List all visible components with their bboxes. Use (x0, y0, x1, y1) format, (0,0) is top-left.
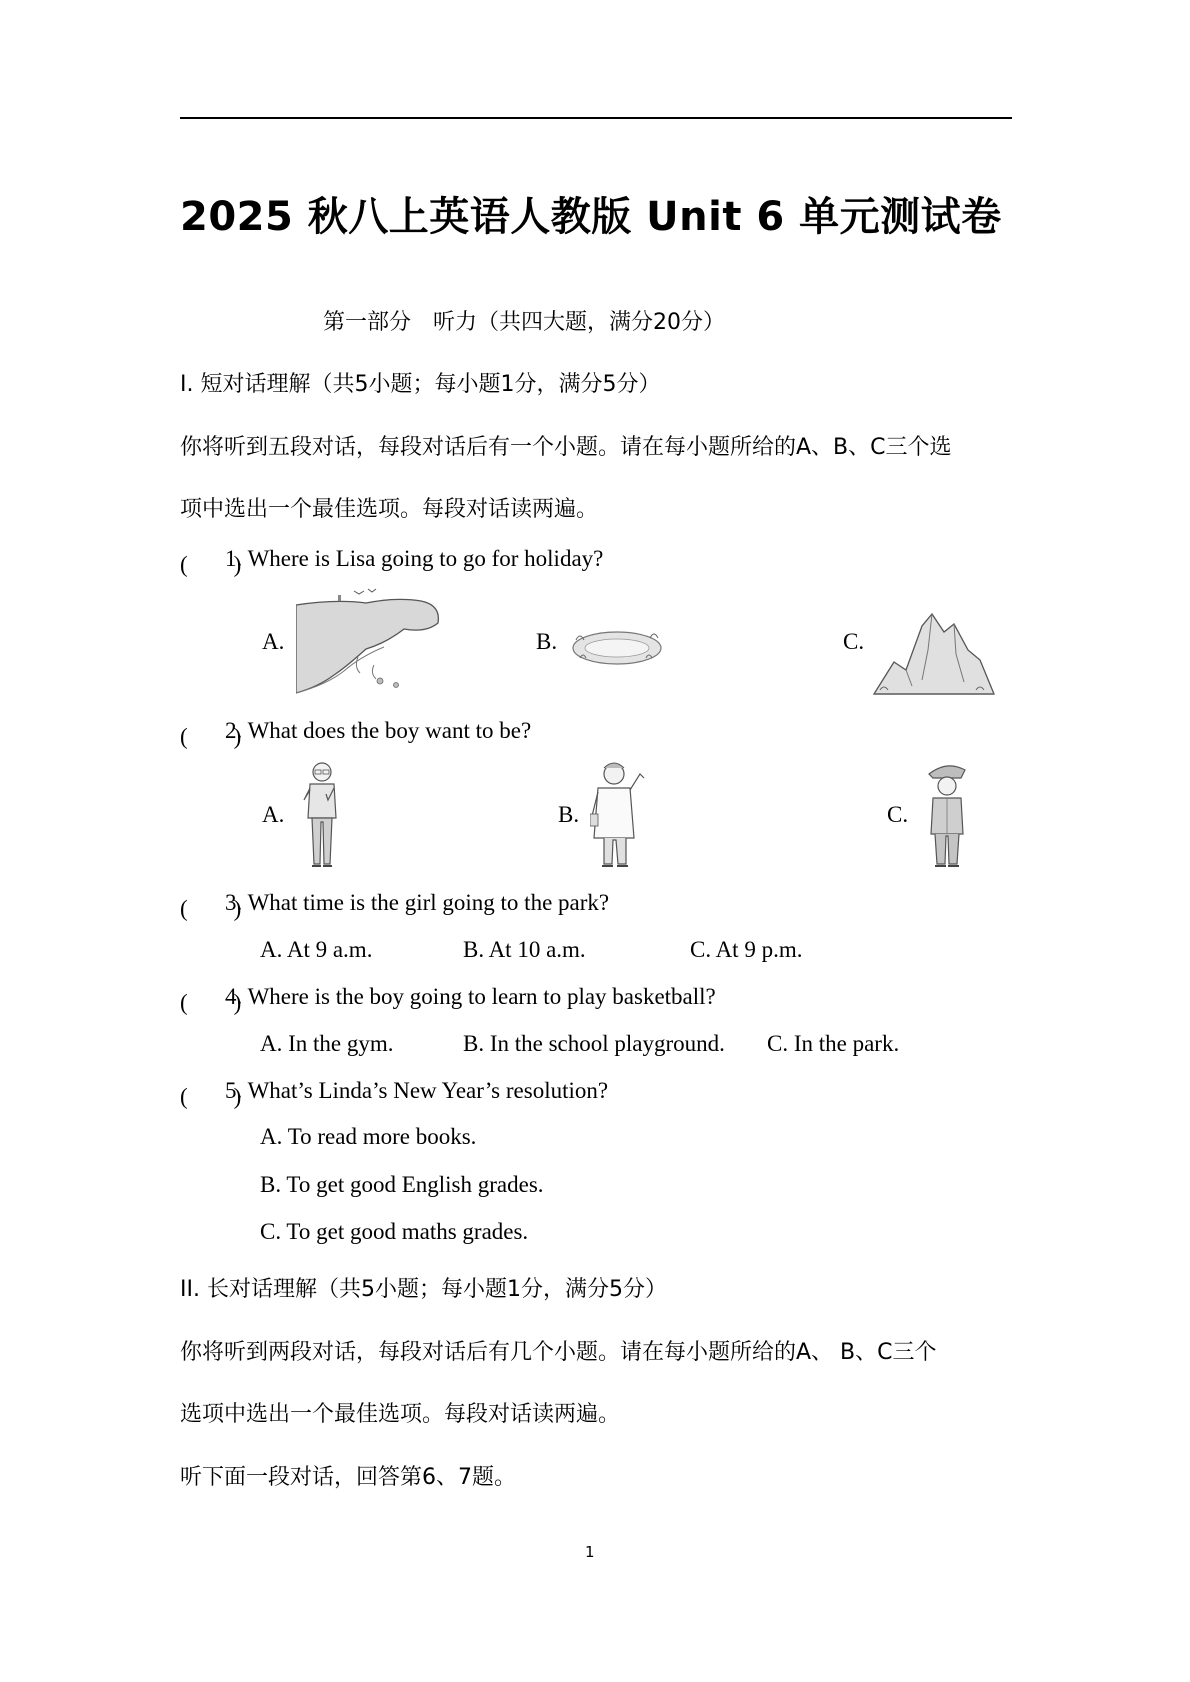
section2-sub-instruction: 听下面一段对话，回答第6、7题。 (180, 1465, 516, 1490)
lake-picture (570, 626, 665, 673)
mountain-picture (872, 610, 997, 701)
q5-option-c: C. To get good maths grades. (260, 1219, 529, 1244)
section1-heading: I. 短对话理解（共5小题；每小题1分，满分5分） (180, 372, 661, 397)
q3-option-b: B. At 10 a.m. (463, 937, 586, 962)
q4-option-a: A. In the gym. (260, 1031, 394, 1056)
answer-blank-2[interactable]: ( ) (180, 724, 242, 749)
part1-heading: 第一部分 听力（共四大题，满分20分） (323, 310, 725, 335)
question-4-text: 4. Where is the boy going to learn to play basketball? (225, 984, 716, 1009)
question-2-text: 2. What does the boy want to be? (225, 718, 532, 743)
section2-instruction-line2: 选项中选出一个最佳选项。每段对话读两遍。 (180, 1402, 621, 1427)
header-rule (180, 117, 1012, 119)
policeman-picture (925, 760, 969, 877)
teacher-picture (302, 760, 342, 877)
page-number: 1 (585, 1543, 595, 1561)
q1-option-b-label: B. (536, 629, 558, 654)
answer-blank-3[interactable]: ( ) (180, 896, 242, 921)
question-5-text: 5. What’s Linda’s New Year’s resolution? (225, 1078, 609, 1103)
q2-option-c-label: C. (887, 802, 909, 827)
q2-option-a-label: A. (262, 802, 285, 827)
section1-instruction-line1: 你将听到五段对话，每段对话后有一个小题。请在每小题所给的A、B、C三个选 (180, 435, 952, 460)
answer-blank-4[interactable]: ( ) (180, 990, 242, 1015)
q5-option-b: B. To get good English grades. (260, 1172, 544, 1197)
q3-option-c: C. At 9 p.m. (690, 937, 803, 962)
q3-option-a: A. At 9 a.m. (260, 937, 373, 962)
q1-option-a-label: A. (262, 629, 285, 654)
q1-option-c-label: C. (843, 629, 865, 654)
answer-blank-1[interactable]: ( ) (180, 552, 242, 577)
q5-option-a: A. To read more books. (260, 1124, 477, 1149)
section1-instruction-line2: 项中选出一个最佳选项。每段对话读两遍。 (180, 497, 599, 522)
question-3-text: 3. What time is the girl going to the park? (225, 890, 610, 915)
coast-picture (296, 587, 446, 700)
doctor-picture (590, 760, 646, 877)
q4-option-b: B. In the school playground. (463, 1031, 725, 1056)
page-title: 2025 秋八上英语人教版 Unit 6 单元测试卷 (180, 194, 1002, 240)
q4-option-c: C. In the park. (767, 1031, 900, 1056)
question-1-text: 1. Where is Lisa going to go for holiday? (225, 546, 604, 571)
section2-heading: II. 长对话理解（共5小题；每小题1分，满分5分） (180, 1277, 667, 1302)
answer-blank-5[interactable]: ( ) (180, 1084, 242, 1109)
q2-option-b-label: B. (558, 802, 580, 827)
section2-instruction-line1: 你将听到两段对话，每段对话后有几个小题。请在每小题所给的A、 B、C三个 (180, 1340, 937, 1365)
